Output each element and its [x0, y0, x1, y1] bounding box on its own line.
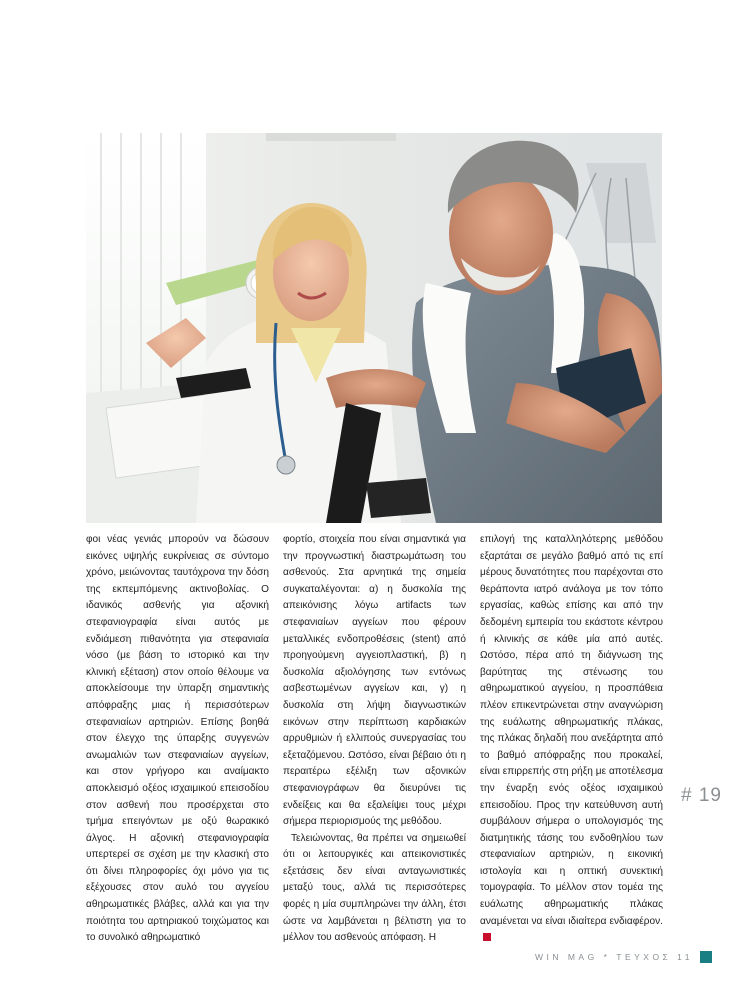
footer-square-icon [700, 951, 712, 963]
column-3-text: επιλογή της καταλληλότερης μεθόδου εξαρτάται σε μεγάλο βαθμό από τις επί μέρους δυνατότητες που παρέχονται στο θεράποντα ιατρό ανάλογα με τον τόπο εργασίας, καθώς επίσης και από την δεδομένη εμπειρία του εκάστοτε κέντρου ή κλινικής σε κάθε μία από αυτές. Ωστόσο, πέρα από τη διάγνωση της βαρύτητας της στένωσης του αθηρωματικού αγγείου, η προσπάθεια πλέον επικεντρώνεται στην αναγνώριση της ευάλωτης αθηρωματικής πλάκας, της πλάκας δηλαδή που ανεξάρτητα από το βαθμό απόφραξης που προκαλεί, είναι επιρρεπής στη ρήξη με αποτέλεσμα την έναρξη ενός οξέος ισχαιμικού επεισοδίου. Προς την κατεύθυνση αυτή συμβάλουν σήμερα ο υπολογισμός της διατμητικής τάσης του ενδοθηλίου των στεφανιαίων αρτηριών, η εικονική ιστολογία και η οπτική συνεκτική τομογραφία. Το μέλλον στον τομέα της ευάλωτης αθηρωματικής πλάκας αναμένεται να είναι ιδιαίτερα ενδιαφέρον. [480, 534, 663, 927]
column-1-paragraph: φοι νέας γενιάς μπορούν να δώσουν εικόνες υψηλής ευκρίνειας σε σύντομο χρόνο, μειώνοντας ταυτόχρονα την δόση της εκπεμπόμενης ακτινοβολίας. Ο ιδανικός ασθενής για αξονική στεφανιογραφία είναι αυτός με ενδιάμεση πιθανότητα για στεφανιαία νόσο (με βάση το ιστορικό και την κλινική εξέταση) στον οποίο θέλουμε να αποκλείσουμε την ύπαρξη σημαντικής απόφραξης μιας ή περισσότερων στεφανιαίων αρτηριών. Επίσης βοηθά στον έλεγχο της ύπαρξης συγγενών ανωμαλιών των στεφανιαίων αγγείων, και στον γρήγορο και αναίμακτο αποκλεισμό οξέος ισχαιμικού επεισοδίου στον ασθενή που προσέρχεται στο τμήμα επειγόντων με οξύ θωρακικό άλγος. Η αξονική στεφανιογραφία υπερτερεί σε σχέση με την κλασική στο ότι δίνει πληροφορίες όχι μόνο για τις εξέχουσες στον αυλό του αγγείου αθηρωματικές βλάβες, αλλά και για την ποιότητα του αρτηριακού τοιχώματος και το συνολικό αθηρωματικό [86, 534, 269, 944]
column-3-paragraph [480, 532, 663, 947]
page-number: # 19 [681, 785, 722, 806]
footer-magazine-issue: WIN MAG * ΤΕΥΧΟΣ 11 [534, 952, 693, 962]
article-column-2 [283, 532, 466, 947]
article-column-3 [480, 532, 663, 947]
column-2-paragraph: φορτίο, στοιχεία που είναι σημαντικά για την προγνωστική διαστρωμάτωση του ασθενούς. Στα αρνητικά της σημεία συγκαταλέγονται: α) η δυσκολία της απεικόνισης λόγω artifacts των στεφανιαίων αγγείων που φέρουν μεταλλικές ενδοπροθέσεις (stent) από προηγούμενη αγγειοπλαστική, β) η δυσκολία αξιολόγησης των εντόνως ασβεστωμένων αγγείων και, γ) η δυσκολία στη λήψη διαγνωστικών εικόνων στην περίπτωση καρδιακών αρρυθμιών ή ελλιπούς συνεργασίας του εξεταζόμενου. Ωστόσο, είναι βέβαιο ότι η περαιτέρω εξέλιξη των αξονικών στεφανιογράφων θα διευρύνει τις ενδείξεις και θα εξαλείψει τους μέχρι σήμερα περιορισμούς της μεθόδου. [283, 534, 466, 828]
column-2-paragraph: Τελειώνοντας, θα πρέπει να σημειωθεί ότι οι λειτουργικές και απεικονιστικές εξετάσεις δεν είναι ανταγωνιστικές μεταξύ τους, αλλά τις περισσότερες φορές η μία συμπληρώνει την άλλη, έτσι ώστε να λαμβάνεται η βέλτιστη για το μέλλον του ασθενούς απόφαση. Η [283, 832, 466, 944]
end-of-article-mark [483, 933, 491, 941]
article-column-1 [86, 532, 269, 947]
article-photo [86, 133, 662, 523]
